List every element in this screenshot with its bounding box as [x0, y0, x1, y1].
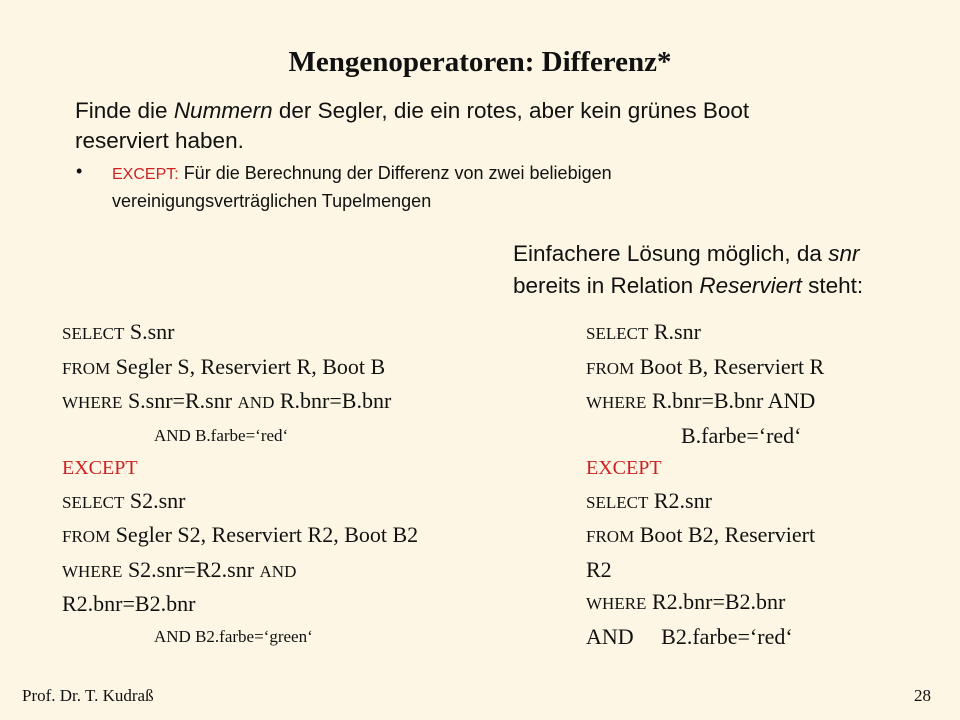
sql-keyword: SELECT: [62, 324, 125, 343]
sql-keyword: WHERE: [62, 561, 123, 581]
side-note-c: steht:: [801, 273, 864, 298]
side-note-em2: Reserviert: [699, 273, 802, 298]
right-query: [586, 316, 824, 653]
except-keyword: EXCEPT:: [112, 166, 179, 183]
sql-value: R.bnr=B.bnr: [274, 388, 392, 413]
intro-text-b: der Segler, die ein rotes, aber kein grünes Boot: [272, 98, 750, 123]
sql-value: S2.snr=R2.snr: [122, 556, 260, 582]
bullet-line2: vereinigungsverträglichen Tupelmengen: [112, 191, 432, 211]
query-line: [586, 586, 824, 621]
sql-value: Boot B, Reserviert R: [634, 353, 825, 379]
query-line: [62, 554, 418, 589]
sql-value: R2.bnr=B2.bnr: [646, 589, 786, 614]
intro-text-line2: reserviert haben.: [75, 128, 244, 153]
sql-value: Segler S, Reserviert R, Boot B: [110, 353, 386, 379]
query-line: [62, 316, 418, 351]
sql-keyword: FROM: [586, 358, 635, 378]
sql-value: Boot B2, Reserviert: [634, 522, 816, 547]
sql-keyword: FROM: [586, 527, 635, 546]
sql-value: S.snr: [124, 319, 175, 344]
sql-value: S.snr=R.snr: [122, 388, 238, 413]
query-line: [586, 485, 824, 520]
slide-title: Mengenoperatoren: Differenz*: [288, 46, 672, 78]
query-line: B.farbe=‘red‘: [681, 422, 802, 448]
intro-text-em: Nummern: [173, 98, 273, 123]
sql-keyword: SELECT: [62, 492, 125, 512]
sql-value: R.bnr=B.bnr AND: [646, 388, 816, 413]
side-note-b: bereits in Relation: [513, 273, 700, 298]
query-line: R2.bnr=B2.bnr: [62, 591, 196, 616]
query-line: AND B.farbe=‘red‘: [154, 425, 289, 445]
query-line: [586, 351, 824, 386]
sql-keyword: FROM: [62, 527, 111, 546]
sql-value: S2.snr: [124, 487, 186, 513]
sql-value: R2.snr: [648, 487, 712, 513]
query-line: R2: [586, 556, 612, 582]
sql-keyword: WHERE: [586, 393, 647, 412]
intro-text: [75, 96, 749, 156]
side-note: [513, 238, 863, 302]
sql-keyword: AND: [237, 393, 275, 412]
query-line: [62, 351, 418, 386]
query-line: [62, 485, 418, 520]
side-note-a: Einfachere Lösung möglich, da: [513, 241, 829, 266]
side-note-em1: snr: [828, 241, 860, 266]
query-line: AND B2.farbe=‘red‘: [586, 623, 793, 649]
sql-keyword: SELECT: [586, 492, 649, 512]
query-line: [586, 316, 824, 351]
bullet-line1: Für die Berechnung der Differenz von zwei beliebigen: [178, 163, 612, 183]
left-query: [62, 316, 418, 653]
sql-keyword: AND: [259, 561, 297, 581]
bullet-marker: •: [76, 161, 83, 181]
footer-author: Prof. Dr. T. Kudraß: [22, 686, 154, 705]
query-line: [62, 385, 418, 420]
bullet-text: [112, 160, 612, 215]
query-line: [586, 519, 824, 554]
except-line: EXCEPT: [586, 457, 662, 479]
sql-value: R.snr: [648, 319, 701, 344]
query-line: AND B2.farbe=‘green‘: [154, 626, 313, 646]
sql-keyword: WHERE: [586, 594, 647, 613]
query-line: [62, 519, 418, 554]
sql-keyword: SELECT: [586, 324, 649, 343]
intro-text-a: Finde die: [75, 98, 174, 123]
except-line: EXCEPT: [62, 457, 138, 479]
page-number: 28: [914, 686, 931, 705]
sql-keyword: WHERE: [62, 393, 123, 412]
sql-value: Segler S2, Reserviert R2, Boot B2: [110, 522, 419, 547]
sql-keyword: FROM: [62, 358, 111, 378]
query-line: [586, 385, 824, 420]
